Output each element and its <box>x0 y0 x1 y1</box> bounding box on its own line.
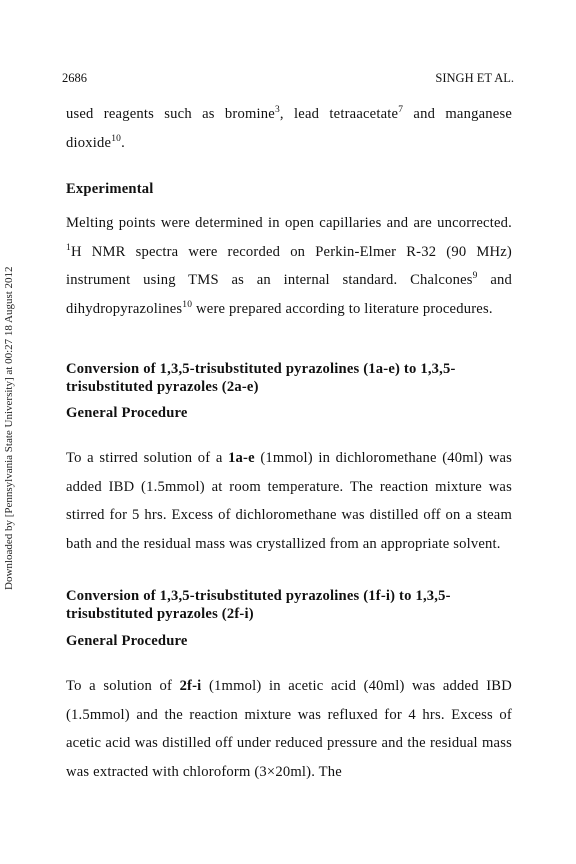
subsection-heading-conversion-1: Conversion of 1,3,5-trisubstituted pyrazolines (1a-e) to 1,3,5-trisubstituted pyrazoles (2a-e) <box>66 361 456 395</box>
subsection-heading-general-procedure-1: General Procedure <box>66 405 188 421</box>
page-number: 2686 <box>62 71 87 85</box>
section-heading-experimental: Experimental <box>66 181 154 197</box>
running-header <box>62 71 514 86</box>
experimental-paragraph <box>66 209 512 323</box>
subsection-heading-general-procedure-2: General Procedure <box>66 633 188 649</box>
paragraph-text: To a solution of 2f-i (1mmol) in acetic acid (40ml) was added IBD (1.5mmol) and the reaction mixture was refluxed for 4 hrs. Excess of acetic acid was distilled off under reduced pressure and the residual mass was extracted with chloroform (3×20ml). The <box>66 678 512 780</box>
intro-paragraph <box>66 100 512 157</box>
download-watermark: Downloaded by [Pennsylvania State University] at 00:27 18 August 2012 <box>3 266 15 590</box>
subsection-heading-conversion-2: Conversion of 1,3,5-trisubstituted pyrazolines (1f-i) to 1,3,5-trisubstituted pyrazoles (2f-i) <box>66 588 451 622</box>
paragraph-text: used reagents such as bromine$^3$, lead tetraacetate$^7$ and manganese dioxide$^{10}$. <box>66 105 512 151</box>
procedure-paragraph-1 <box>66 444 512 558</box>
procedure-paragraph-2 <box>66 672 512 786</box>
paragraph-text: Melting points were determined in open capillaries and are uncorrected. $^1$H NMR spectra were recorded on Perkin-Elmer R-32 (90 MHz) instrument using TMS as an internal standard. Chalcones$^9$ and dihydropyrazolines$^{10}$ were prepared according to literature procedures. <box>66 215 512 317</box>
running-head: SINGH ET AL. <box>435 71 514 85</box>
paragraph-text: To a stirred solution of a 1a-e (1mmol) in dichloromethane (40ml) was added IBD (1.5mmol) at room temperature. The reaction mixture was stirred for 5 hrs. Excess of dichloromethane was distilled off on a steam bath and the residual mass was crystallized from an appropriate solvent. <box>66 450 512 552</box>
